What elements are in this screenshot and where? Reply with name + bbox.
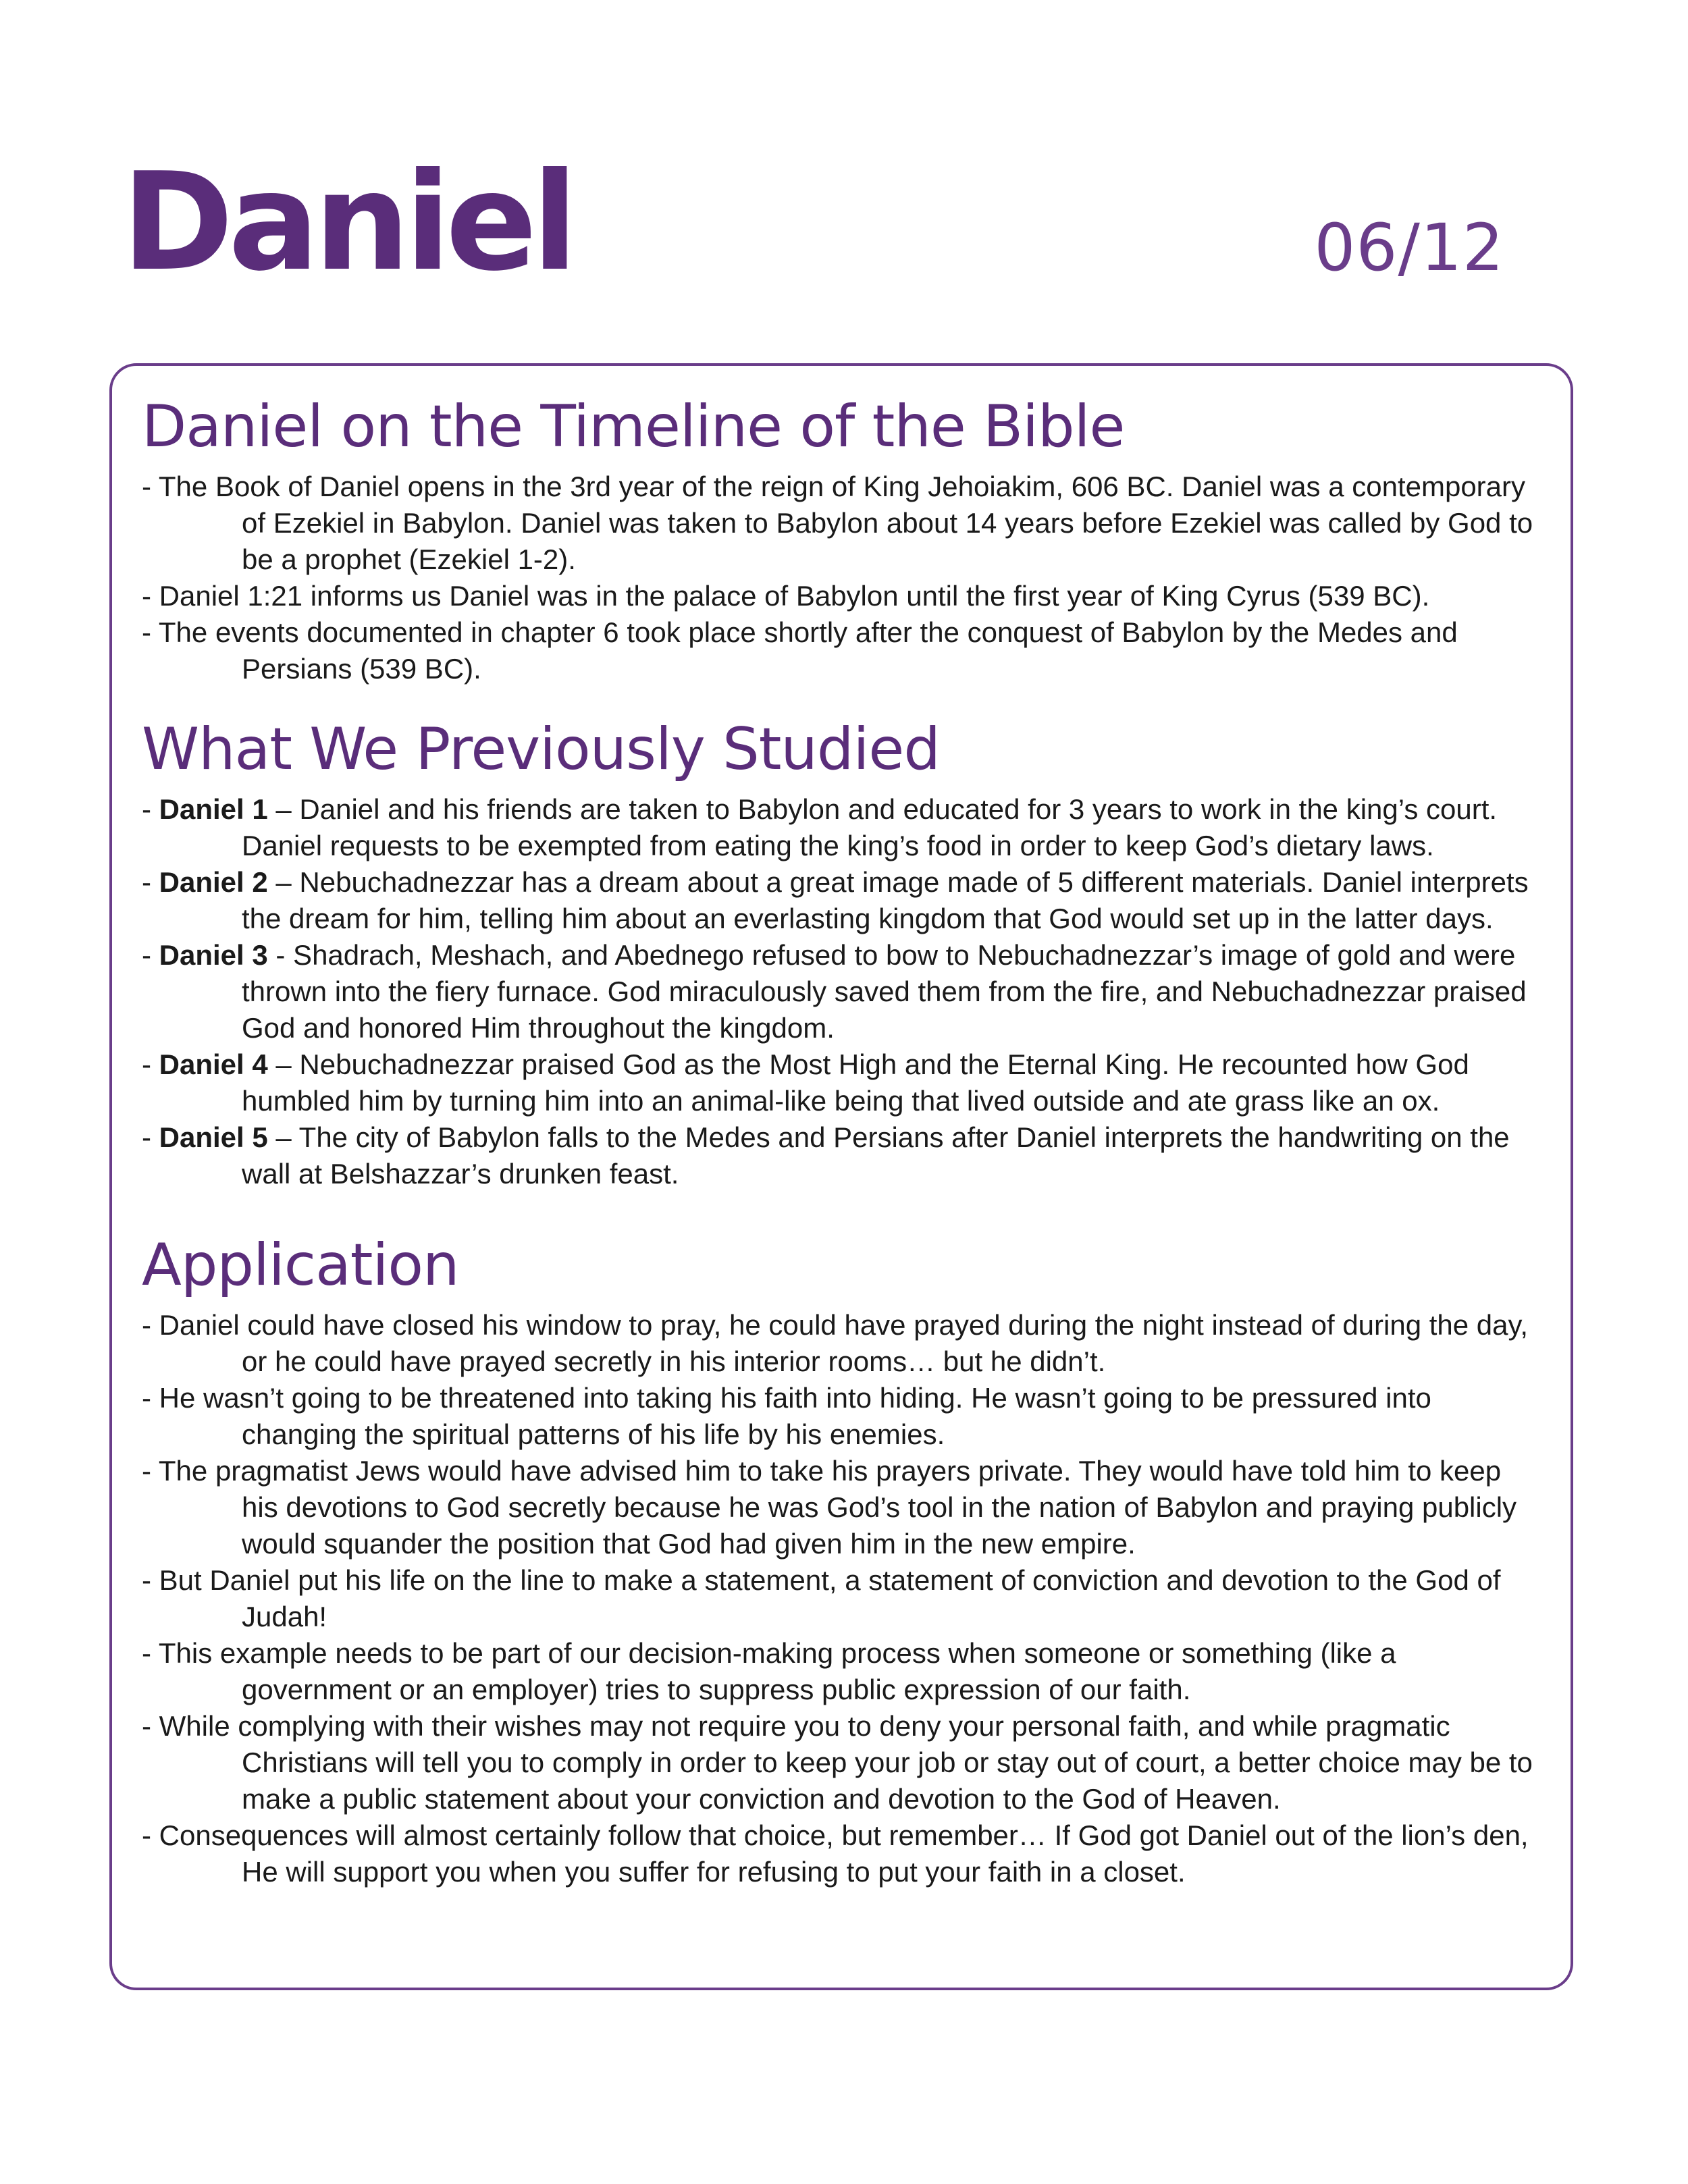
previous-item [142,937,1537,1046]
application-item: - This example needs to be part of our decision-making process when someone or something (like a government or an employer) tries to suppress public expression of our faith. [142,1637,1396,1705]
previous-item [142,791,1537,864]
previous-item-label: Daniel 2 [159,866,268,898]
section-application [142,1231,1537,1890]
previous-item-label: Daniel 4 [159,1048,268,1080]
section-heading-timeline: Daniel on the Timeline of the Bible [142,393,1125,460]
previous-item-text: – The city of Babylon falls to the Medes and Persians after Daniel interprets the handwriting on the wall at Belshazzar’s drunken feast. [242,1121,1510,1190]
previous-item-label: Daniel 1 [159,793,268,825]
content-box [109,363,1573,1990]
previous-item-prefix: - [142,866,159,898]
timeline-item: - The events documented in chapter 6 took place shortly after the conquest of Babylon by the Medes and Persians (539 BC). [142,616,1458,685]
section-heading-previous: What We Previously Studied [142,716,940,783]
previous-item-prefix: - [142,793,159,825]
page-number: 06/12 [1314,210,1504,286]
application-item: - While complying with their wishes may not require you to deny your personal faith, and while pragmatic Christians will tell you to comply in order to keep your job or stay out of court, a better choice may be to make a public statement about your conviction and devotion to the God of Heaven. [142,1710,1533,1815]
section-previous [142,716,1537,1192]
previous-item [142,1046,1537,1119]
section-heading-application: Application [142,1231,459,1299]
timeline-item: - Daniel 1:21 informs us Daniel was in the palace of Babylon until the first year of King Cyrus (539 BC). [142,580,1430,612]
previous-item-text: – Nebuchadnezzar has a dream about a great image made of 5 different materials. Daniel interprets the dream for him, telling him about an everlasting kingdom that God would set up in the latter days. [242,866,1529,934]
previous-item-text: – Daniel and his friends are taken to Babylon and educated for 3 years to work in the king’s court. Daniel requests to be exempted from eating the king’s food in order to keep God’s dietary laws. [242,793,1498,861]
application-item: - Consequences will almost certainly follow that choice, but remember… If God got Daniel out of the lion’s den, He will support you when you suffer for refusing to put your faith in a closet. [142,1819,1529,1888]
application-item: - Daniel could have closed his window to pray, he could have prayed during the night instead of during the day, or he could have prayed secretly in his interior rooms… but he didn’t. [142,1309,1529,1377]
timeline-item: - The Book of Daniel opens in the 3rd year of the reign of King Jehoiakim, 606 BC. Daniel was a contemporary of Ezekiel in Babylon. Daniel was taken to Babylon about 14 years before Ezekiel was called by God to be a prophet (Ezekiel 1-2). [142,471,1533,575]
page-title: Daniel [122,144,573,301]
previous-item [142,1119,1537,1192]
previous-item-label: Daniel 5 [159,1121,268,1153]
application-item: - The pragmatist Jews would have advised him to take his prayers private. They would have told him to keep his devotions to God secretly because he was God’s tool in the nation of Babylon and praying publicly would squander the position that God had given him in the new empire. [142,1455,1517,1560]
application-item: - But Daniel put his life on the line to make a statement, a statement of conviction and devotion to the God of Judah! [142,1564,1501,1632]
previous-item-prefix: - [142,1121,159,1153]
previous-item-text: - Shadrach, Meshach, and Abednego refused to bow to Nebuchadnezzar’s image of gold and were thrown into the fiery furnace. God miraculously saved them from the fire, and Nebuchadnezzar praised God and honored Him throughout the kingdom. [242,939,1527,1044]
previous-item-prefix: - [142,1048,159,1080]
previous-item-label: Daniel 3 [159,939,268,971]
previous-item-prefix: - [142,939,159,971]
section-timeline [142,393,1537,687]
previous-item-text: – Nebuchadnezzar praised God as the Most High and the Eternal King. He recounted how God humbled him by turning him into an animal-like being that lived outside and ate grass like an ox. [242,1048,1469,1117]
application-item: - He wasn’t going to be threatened into taking his faith into hiding. He wasn’t going to be pressured into changing the spiritual patterns of his life by his enemies. [142,1382,1431,1450]
previous-item [142,864,1537,937]
